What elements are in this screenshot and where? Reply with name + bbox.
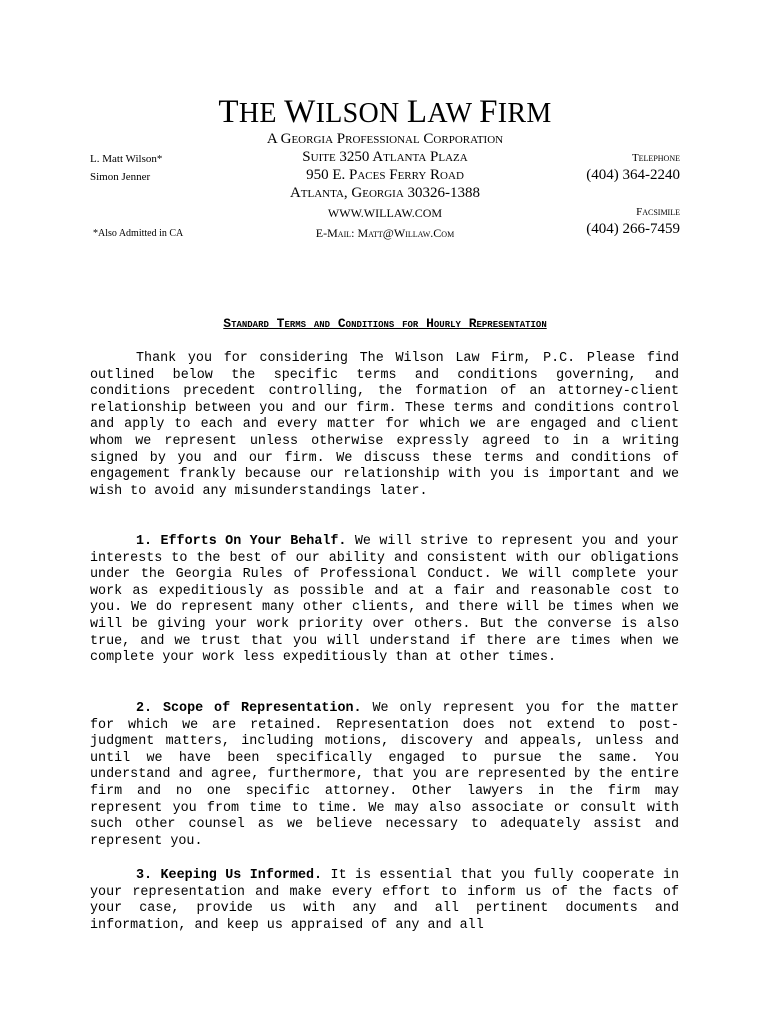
section-2-text: We only represent you for the matter for which we are retained. Representation does not extend to post-judgment matters, including motions, discovery and appeals, unless and until we have been specifically engaged to pursue the same. You understand and agree, furthermore, that you are represented by the entire firm and no one specific attorney. Other lawyers in the firm may represent you from time to time. We may also associate or consult with such other counsel as we believe necessary to adequately assist and represent you. <box>90 701 679 849</box>
section-1-text: We will strive to represent you and your interests to the best of our ability and consistent with our obligations under the Georgia Rules of Professional Conduct. We will complete your work as expeditiously as possible and at a fair and reasonable cost to you. We do represent many other clients, and there will be times when we will be giving your work priority over others. But the converse is also true, and we trust that you will understand if there are times when we complete your work less expeditiously than at other times. <box>90 534 679 666</box>
section-3-text: It is essential that you fully cooperate in your representation and make every effort to inform us of the facts of your case, provide us with any and all pertinent documents and information, and keep us appraised of any and all <box>90 868 679 933</box>
facsimile-number: (404) 266-7459 <box>586 221 680 237</box>
intro-paragraph <box>90 351 679 500</box>
section-1-heading: 1. Efforts On Your Behalf. <box>136 534 347 549</box>
intro-text: Thank you for considering The Wilson Law Firm, P.C. Please find outlined below the specific terms and conditions governing, and conditions precedent controlling, the formation of an attorney-client relationship between you and our firm. These terms and conditions control and apply to each and every matter for which we are engaged and client whom we represent unless otherwise expressly agreed to in a writing signed by you and our firm. We discuss these terms and conditions of engagement frankly because our relationship with you is important and we wish to avoid any misunderstandings later. <box>90 351 679 499</box>
section-3-heading: 3. Keeping Us Informed. <box>136 868 323 883</box>
section-2 <box>90 701 679 850</box>
firm-name: THE WILSON LAW FIRM <box>218 94 552 130</box>
address-line-3: Atlanta, Georgia 30326-1388 <box>289 185 481 201</box>
admitted-note: *Also Admitted in CA <box>93 228 184 239</box>
website: WWW.WILLAW.COM <box>327 206 443 220</box>
section-2-heading: 2. Scope of Representation. <box>136 701 362 716</box>
telephone-number: (404) 364-2240 <box>586 167 680 183</box>
document-title: Standard Terms and Conditions for Hourly Representation <box>223 316 547 331</box>
section-3 <box>90 868 679 934</box>
email: E-Mail: Matt@Willaw.Com <box>315 226 455 240</box>
section-1 <box>90 534 679 667</box>
attorney-name-1: L. Matt Wilson* <box>90 153 163 165</box>
telephone-label: Telephone <box>631 152 680 164</box>
address-line-2: 950 E. Paces Ferry Road <box>306 167 464 183</box>
address-line-1: Suite 3250 Atlanta Plaza <box>302 149 468 165</box>
firm-subtitle: A Georgia Professional Corporation <box>266 131 504 147</box>
attorney-name-2: Simon Jenner <box>90 171 151 183</box>
facsimile-label: Facsimile <box>636 206 680 218</box>
